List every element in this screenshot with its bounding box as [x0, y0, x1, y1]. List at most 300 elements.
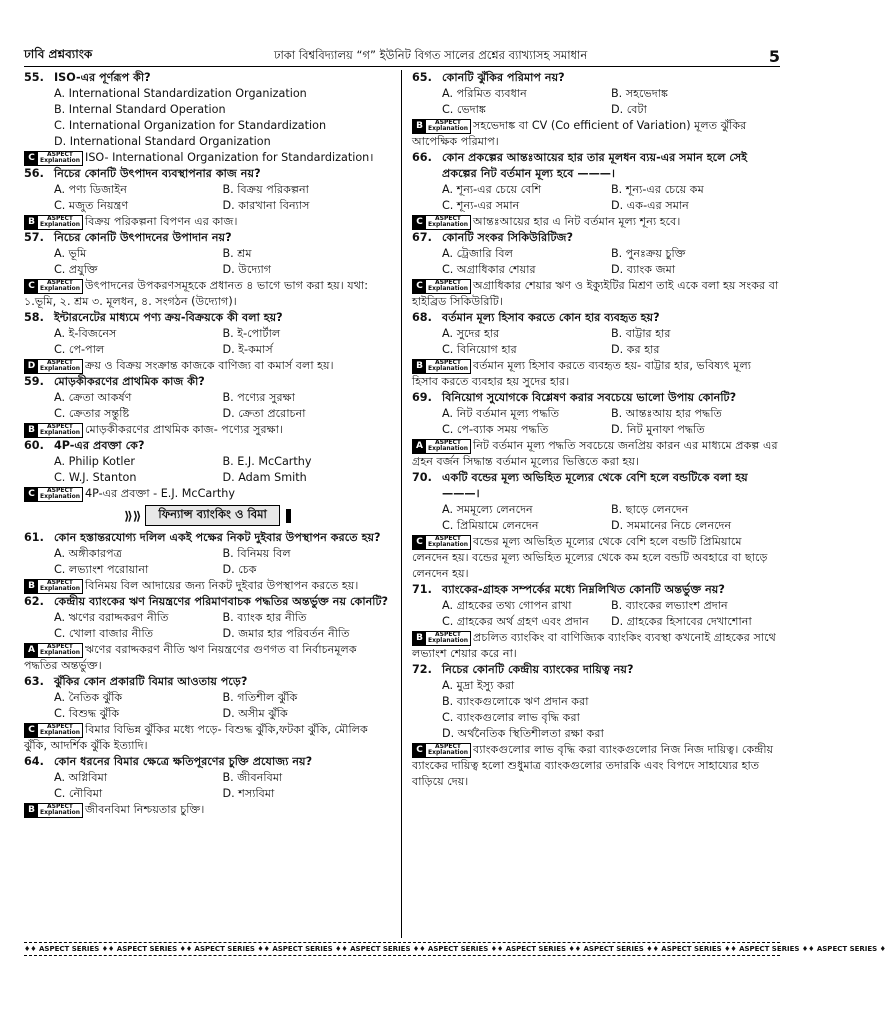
badge-label [38, 216, 82, 229]
answer-badge [24, 643, 83, 658]
question-number: 59. [24, 375, 44, 388]
question-text: ঝুঁকির কোন প্রকারটি বিমার আওতায় পড়ে? [54, 675, 248, 688]
answer-option: D. বেটা [611, 103, 647, 116]
page-number: 5 [768, 47, 780, 66]
answer-letter: D [25, 360, 38, 373]
answer-badge [24, 423, 83, 438]
explanation [412, 278, 780, 310]
answer-badge [24, 151, 83, 166]
explanation-text: অগ্রাধিকার শেয়ার ঋণ ও ইক্যুইটির মিশ্রণ তাই একে বলা হয় সংকর বা হাইব্রিড সিকিউরিটি। [412, 279, 779, 308]
left-column [24, 70, 402, 938]
option-list [24, 182, 391, 214]
answer-option: C. পে-পাল [54, 343, 105, 356]
answer-letter: B [25, 424, 38, 437]
badge-line1: ASPECT [435, 534, 461, 542]
answer-letter: B [413, 632, 426, 645]
question-text: কোনটি সংকর সিকিউরিটিজ? [442, 231, 574, 244]
badge-label [38, 580, 82, 593]
question-stem [412, 582, 780, 598]
answer-option: A. সুদের হার [442, 327, 500, 340]
question-stem [24, 374, 391, 390]
answer-letter: C [413, 536, 426, 549]
answer-option: B. Internal Standard Operation [54, 103, 226, 116]
two-column-body [24, 70, 780, 938]
answer-option: A. শূন্য-এর চেয়ে বেশি [442, 183, 542, 196]
badge-line2: Explanation [428, 221, 469, 228]
explanation-text: সহভেদাঙ্ক বা CV (Co efficient of Variation) মূলত ঝুঁকির আপেক্ষিক পরিমাপ। [412, 119, 747, 148]
answer-option: C. প্রিমিয়ামে লেনদেন [442, 519, 539, 532]
option-list [24, 770, 391, 802]
section-title: ফিন্যান্স ব্যাংকিং ও বিমা [145, 505, 279, 526]
answer-letter: C [25, 488, 38, 501]
explanation-text: ISO- International Organization for Standardization। [85, 151, 374, 164]
answer-option: D. উদ্যোগ [222, 263, 272, 276]
option-list [24, 246, 391, 278]
answer-option: D. চেক [222, 563, 257, 576]
answer-option: D. অসীম ঝুঁকি [222, 707, 288, 720]
question-text: কোন প্রকল্পের আন্তঃআয়ের হার তার মূলধন ব্যয়-এর সমান হলে সেই প্রকল্পের নিট বর্তমান মূল্য হবে ———। [442, 151, 748, 180]
question-stem [412, 390, 780, 406]
explanation [24, 722, 391, 754]
answer-option: B. আন্তঃআয় হার পদ্ধতি [611, 407, 722, 420]
badge-line1: ASPECT [435, 742, 461, 750]
option-list [24, 690, 391, 722]
explanation [412, 118, 780, 150]
badge-label [38, 424, 82, 437]
explanation-text: বর্তমান মূল্য হিসাব করতে ব্যবহৃত হয়- বাট্টার হার, ভবিষ্যৎ মূল্য হিসাব করতে ব্যবহার হয় সুদের হার। [412, 359, 752, 388]
question-number: 70. [412, 471, 432, 484]
explanation [412, 438, 780, 470]
question-text: ব্যাংকের-গ্রাহক সম্পর্কের মধ্যে নিম্নলিখিত কোনটি অন্তর্ভুক্ত নয়? [442, 583, 725, 596]
badge-line2: Explanation [40, 729, 81, 736]
question-number: 64. [24, 755, 44, 768]
answer-option: C. ভেদাঙ্ক [442, 103, 486, 116]
answer-option: D. শস্যবিমা [222, 787, 275, 800]
question-block [24, 166, 391, 230]
option-list [412, 86, 780, 118]
answer-letter: C [413, 744, 426, 757]
explanation [412, 742, 780, 790]
badge-label [426, 536, 470, 549]
answer-option: A. ভূমি [54, 247, 87, 260]
question-block [24, 374, 391, 438]
badge-line2: Explanation [40, 285, 81, 292]
answer-option: C. নৌবিমা [54, 787, 103, 800]
answer-badge [412, 359, 471, 374]
badge-line1: ASPECT [47, 358, 73, 366]
answer-option: C. পে-ব্যাক সময় পদ্ধতি [442, 423, 549, 436]
answer-option: B. গতিশীল ঝুঁকি [222, 691, 298, 704]
badge-line1: ASPECT [47, 722, 73, 730]
question-stem [24, 166, 391, 182]
answer-badge [412, 535, 471, 550]
question-number: 58. [24, 311, 44, 324]
answer-option: B. ই-পোর্টাল [222, 327, 281, 340]
question-number: 65. [412, 71, 432, 84]
answer-option: A. International Standardization Organization [54, 87, 307, 100]
answer-badge [412, 215, 471, 230]
explanation-text: বিনিময় বিল আদায়ের জন্য নিকট দুইবার উপস্থাপন করতে হয়। [85, 579, 359, 592]
badge-label [426, 744, 470, 757]
question-number: 62. [24, 595, 44, 608]
question-text: একটি বন্ডের মূল্য অভিহিত মূল্যের থেকে বেশি হলে বন্ডটিকে বলা হয়———। [442, 471, 748, 500]
badge-line1: ASPECT [47, 578, 73, 586]
answer-option: C. অগ্রাধিকার শেয়ার [442, 263, 536, 276]
answer-option: B. বিনিময় বিল [222, 547, 291, 560]
answer-badge [24, 487, 83, 502]
answer-option: D. নিট মুনাফা পদ্ধতি [611, 423, 705, 436]
answer-option: C. ক্রেতার সন্তুষ্টি [54, 407, 130, 420]
badge-line1: ASPECT [47, 150, 73, 158]
explanation [24, 422, 391, 438]
option-list [412, 182, 780, 214]
badge-line1: ASPECT [47, 642, 73, 650]
option-list [412, 678, 780, 742]
badge-line2: Explanation [40, 809, 81, 816]
answer-option: A. নিট বর্তমান মূল্য পদ্ধতি [442, 407, 560, 420]
explanation [412, 630, 780, 662]
question-stem [412, 230, 780, 246]
explanation-text: জীবনবিমা নিশ্চয়তার চুক্তি। [85, 803, 205, 816]
header-center-title: ঢাকা বিশ্ববিদ্যালয় “গ” ইউনিট বিগত সালের প্রশ্নের ব্যাখ্যাসহ সমাধান [273, 48, 588, 62]
badge-line2: Explanation [428, 125, 469, 132]
answer-option: A. Philip Kotler [54, 455, 135, 468]
answer-letter: C [25, 152, 38, 165]
question-number: 61. [24, 531, 44, 544]
question-number: 72. [412, 663, 432, 676]
question-stem [412, 150, 780, 182]
badge-label [38, 152, 82, 165]
option-list [24, 86, 391, 150]
answer-badge [24, 215, 83, 230]
question-text: নিচের কোনটি উৎপাদনের উপাদান নয়? [54, 231, 232, 244]
answer-option: A. পণ্য ডিজাইন [54, 183, 127, 196]
answer-option: C. শূন্য-এর সমান [442, 199, 520, 212]
answer-letter: B [25, 216, 38, 229]
answer-option: C. W.J. Stanton [54, 471, 137, 484]
answer-option: D. Adam Smith [222, 471, 307, 484]
explanation [24, 358, 391, 374]
explanation-text: প্রচলিত ব্যাংকিং বা বাণিজ্যিক ব্যাংকিং ব্যবস্থা কখনোই গ্রাহকের সাথে লভ্যাংশ শেয়ার করে না। [412, 631, 776, 660]
question-text: কোন হস্তান্তরযোগ্য দলিল একই পক্ষের নিকট দুইবার উপস্থাপন করতে হয়? [54, 531, 381, 544]
answer-option: D. কারখানা বিন্যাস [222, 199, 310, 212]
question-number: 67. [412, 231, 432, 244]
question-number: 55. [24, 71, 44, 84]
answer-option: B. শূন্য-এর চেয়ে কম [611, 183, 704, 196]
answer-option: B. ব্যাংক হার নীতি [222, 611, 307, 624]
badge-line1: ASPECT [435, 358, 461, 366]
explanation-text: বিক্রয় পরিকল্পনা বিপণন এর কাজ। [85, 215, 238, 228]
question-number: 68. [412, 311, 432, 324]
badge-line2: Explanation [428, 541, 469, 548]
answer-option: D. এক-এর সমান [611, 199, 689, 212]
answer-option: A. নৈতিক ঝুঁকি [54, 691, 123, 704]
answer-option: B. ব্যাংকের লভ্যাংশ প্রদান [611, 599, 728, 612]
question-block [412, 150, 780, 230]
question-stem [412, 70, 780, 86]
explanation [412, 534, 780, 582]
question-text: নিচের কোনটি উৎপাদন ব্যবস্থাপনার কাজ নয়? [54, 167, 261, 180]
explanation [412, 358, 780, 390]
option-list [412, 502, 780, 534]
question-stem [24, 530, 391, 546]
question-text: ISO-এর পূর্ণরূপ কী? [54, 71, 151, 84]
answer-option: C. বিশুদ্ধ ঝুঁকি [54, 707, 120, 720]
option-list [412, 406, 780, 438]
answer-option: A. ট্রেজারি বিল [442, 247, 513, 260]
answer-option: A. অগ্নিবিমা [54, 771, 108, 784]
answer-option: B. বিক্রয় পরিকল্পনা [222, 183, 309, 196]
badge-line1: ASPECT [47, 278, 73, 286]
badge-label [38, 644, 82, 657]
badge-line2: Explanation [428, 445, 469, 452]
answer-badge [24, 279, 83, 294]
answer-option: C. বিনিয়োগ হার [442, 343, 517, 356]
badge-label [426, 440, 470, 453]
badge-line1: ASPECT [47, 214, 73, 222]
explanation-text: আন্তঃআয়ের হার এ নিট বর্তমান মূল্য শূন্য হবে। [473, 215, 681, 228]
question-number: 71. [412, 583, 432, 596]
question-text: কেন্দ্রীয় ব্যাংকের ঋণ নিয়ন্ত্রণের পরিমাণবাচক পদ্ধতির অন্তর্ভুক্ত নয় কোনটি? [54, 595, 389, 608]
question-block [24, 438, 391, 502]
answer-letter: C [413, 216, 426, 229]
badge-line1: ASPECT [435, 118, 461, 126]
badge-line2: Explanation [40, 429, 81, 436]
answer-option: A. অঙ্গীকারপত্র [54, 547, 122, 560]
question-stem [24, 230, 391, 246]
badge-line1: ASPECT [47, 486, 73, 494]
badge-line1: ASPECT [435, 438, 461, 446]
explanation-text: ঋণের বরাদ্দকরণ নীতি ঋণ নিয়ন্ত্রণের গুণগত বা নির্বাচনমূলক পদ্ধতির অন্তর্ভুক্ত। [24, 643, 357, 672]
explanation [412, 214, 780, 230]
answer-option: D. ই-কমার্স [222, 343, 273, 356]
question-block [412, 310, 780, 390]
question-block [412, 70, 780, 150]
question-block [412, 470, 780, 582]
explanation [24, 214, 391, 230]
question-block [24, 530, 391, 594]
badge-line2: Explanation [428, 637, 469, 644]
badge-line2: Explanation [40, 493, 81, 500]
explanation-text: নিট বর্তমান মূল্য পদ্ধতি সবচেয়ে জনপ্রিয় কারন এর মাধ্যমে প্রকল্প এর গ্রহন বর্জন সিদ্ধান্ত বর্তমান মূল্যের ভিত্তিতে করা হয়। [412, 439, 778, 468]
question-text: ইন্টারনেটের মাধ্যমে পণ্য ক্রয়-বিক্রয়কে কী বলা হয়? [54, 311, 283, 324]
question-stem [24, 70, 391, 86]
explanation-text: বন্ডের মূল্য অভিহিত মূল্যের থেকে বেশি হলে বন্ডটি প্রিমিয়ামে লেনদেন হয়। বন্ডের মূল্য অভিহিত মূল্যের থেকে কম হলে বন্ডটি অবহারে বা ছাড়ে লেনদেন হয়। [412, 535, 768, 580]
explanation-text: মোড়কীকরণের প্রাথমিক কাজ- পণ্যের সুরক্ষা। [85, 423, 283, 436]
badge-line2: Explanation [428, 365, 469, 372]
question-stem [412, 310, 780, 326]
option-list [24, 390, 391, 422]
badge-label [426, 216, 470, 229]
question-block [412, 230, 780, 310]
question-stem [24, 310, 391, 326]
answer-badge [24, 579, 83, 594]
option-list [412, 326, 780, 358]
answer-option: C. International Organization for Standardization [54, 119, 327, 132]
answer-badge [412, 279, 471, 294]
badge-label [38, 280, 82, 293]
question-number: 57. [24, 231, 44, 244]
section-bar [286, 509, 291, 523]
answer-badge [412, 119, 471, 134]
section-heading [24, 505, 391, 526]
question-number: 56. [24, 167, 44, 180]
answer-badge [24, 359, 83, 374]
answer-letter: A [25, 644, 38, 657]
badge-line2: Explanation [428, 749, 469, 756]
answer-option: D. অর্থনৈতিক স্থিতিশীলতা রক্ষা করা [442, 727, 604, 740]
badge-label [426, 360, 470, 373]
answer-option: B. বাট্টার হার [611, 327, 671, 340]
answer-option: B. পুনঃক্রয় চুক্তি [611, 247, 686, 260]
answer-option: D. কর হার [611, 343, 660, 356]
question-text: বর্তমান মূল্য হিসাব করতে কোন হার ব্যবহৃত হয়? [442, 311, 660, 324]
question-block [412, 390, 780, 470]
question-block [412, 662, 780, 790]
answer-letter: C [413, 280, 426, 293]
badge-line2: Explanation [40, 221, 81, 228]
answer-badge [412, 439, 471, 454]
answer-letter: B [413, 360, 426, 373]
explanation [24, 642, 391, 674]
badge-line2: Explanation [40, 365, 81, 372]
answer-option: C. প্রযুক্তি [54, 263, 98, 276]
badge-line1: ASPECT [435, 214, 461, 222]
answer-option: A. ই-বিজনেস [54, 327, 117, 340]
answer-badge [24, 803, 83, 818]
answer-badge [412, 743, 471, 758]
question-number: 60. [24, 439, 44, 452]
question-block [24, 674, 391, 754]
question-block [24, 594, 391, 674]
option-list [24, 326, 391, 358]
answer-option: B. ছাড়ে লেনদেন [611, 503, 689, 516]
badge-label [426, 280, 470, 293]
badge-line2: Explanation [40, 585, 81, 592]
left-question-list [24, 70, 391, 502]
explanation [24, 802, 391, 818]
answer-option: C. ব্যাংকগুলোর লাভ বৃদ্ধি করা [442, 711, 580, 724]
question-text: কোনটি ঝুঁকির পরিমাপ নয়? [442, 71, 565, 84]
answer-option: B. সহভেদাঙ্ক [611, 87, 669, 100]
option-list [412, 246, 780, 278]
question-text: নিচের কোনটি কেন্দ্রীয় ব্যাংকের দায়িত্ব নয়? [442, 663, 634, 676]
option-list [24, 454, 391, 486]
answer-option: D. ব্যাংক জমা [611, 263, 676, 276]
question-block [24, 70, 391, 166]
answer-letter: B [25, 804, 38, 817]
question-text: মোড়কীকরণের প্রাথমিক কাজ কী? [54, 375, 205, 388]
answer-option: D. জমার হার পরিবর্তন নীতি [222, 627, 350, 640]
question-stem [24, 754, 391, 770]
footer-strip: ♦♦ ASPECT SERIES ♦♦ ASPECT SERIES ♦♦ ASPECT SERIES ♦♦ ASPECT SERIES ♦♦ ASPECT SERIES ♦♦ ASPECT SERIES ♦♦ ASPECT SERIES ♦♦ ASPECT SERIES ♦♦ ASPECT SERIES ♦♦ ASPECT SERIES ♦♦ ASPECT SERIES ♦ [24, 942, 780, 956]
badge-line1: ASPECT [435, 630, 461, 638]
question-stem [24, 594, 391, 610]
question-stem [412, 470, 780, 502]
badge-label [38, 488, 82, 501]
answer-option: D. গ্রাহকের হিসাবের দেখাশোনা [611, 615, 752, 628]
explanation-text: উৎপাদনের উপকরণসমূহকে প্রধানত ৪ ভাগে ভাগ করা হয়। যথা: ১.ভূমি, ২. শ্রম ৩. মূলধন, ৪. সংগঠন (উদ্যোগ)। [24, 279, 368, 308]
badge-label [38, 360, 82, 373]
question-block [412, 582, 780, 662]
option-list [412, 598, 780, 630]
answer-option: A. ঋণের বরাদ্দকরণ নীতি [54, 611, 169, 624]
answer-letter: A [413, 440, 426, 453]
answer-badge [24, 723, 83, 738]
badge-label [426, 632, 470, 645]
question-number: 63. [24, 675, 44, 688]
question-text: 4P-এর প্রবক্তা কে? [54, 439, 145, 452]
option-list [24, 546, 391, 578]
answer-option: A. গ্রাহকের তথ্য গোপন রাখা [442, 599, 572, 612]
badge-line1: ASPECT [435, 278, 461, 286]
badge-label [38, 724, 82, 737]
header-left-title: ঢাবি প্রশ্নব্যাংক [24, 47, 93, 61]
explanation-text: বিমার বিভিন্ন ঝুঁকির মধ্যে পড়ে- বিশুদ্ধ ঝুঁকি,ফটকা ঝুঁকি, মৌলিক ঝুঁকি, আদর্শিক ঝুঁকি ইত্যাদি। [24, 723, 368, 752]
question-block [24, 230, 391, 310]
answer-option: A. পরিমিত ব্যবধান [442, 87, 527, 100]
answer-option: D. International Standard Organization [54, 135, 271, 148]
right-question-list [412, 70, 780, 790]
answer-letter: C [25, 280, 38, 293]
explanation [24, 578, 391, 594]
badge-line2: Explanation [40, 157, 81, 164]
explanation-text: ক্রয় ও বিক্রয় সংক্রান্ত কাজকে বাণিজ্য বা কমার্স বলা হয়। [85, 359, 334, 372]
question-stem [412, 662, 780, 678]
question-number: 66. [412, 151, 432, 164]
answer-option: B. শ্রম [222, 247, 252, 260]
answer-option: C. মজুত নিয়ন্ত্রণ [54, 199, 129, 212]
answer-option: A. সমমূল্যে লেনদেন [442, 503, 533, 516]
answer-option: C. গ্রাহকের অর্থ গ্রহণ এবং প্রদান [442, 615, 589, 628]
question-stem [24, 438, 391, 454]
explanation [24, 486, 391, 502]
answer-badge [412, 631, 471, 646]
answer-option: C. লভ্যাংশ পরোয়ানা [54, 563, 149, 576]
explanation [24, 278, 391, 310]
answer-letter: B [25, 580, 38, 593]
answer-option: B. জীবনবিমা [222, 771, 283, 784]
badge-line2: Explanation [428, 285, 469, 292]
question-stem [24, 674, 391, 690]
left-question-list-2 [24, 530, 391, 818]
answer-option: D. ক্রেতা প্ররোচনা [222, 407, 306, 420]
badge-line1: ASPECT [47, 802, 73, 810]
explanation-text: 4P-এর প্রবক্তা - E.J. McCarthy [85, 487, 235, 500]
question-text: কোন ধরনের বিমার ক্ষেত্রে ক্ষতিপূরণের চুক্তি প্রযোজ্য নয়? [54, 755, 313, 768]
answer-option: A. ক্রেতা আকর্ষণ [54, 391, 132, 404]
explanation [24, 150, 391, 166]
question-block [24, 754, 391, 818]
answer-option: B. পণ্যের সুরক্ষা [222, 391, 295, 404]
explanation-text: ব্যাংকগুলোর লাভ বৃদ্ধি করা ব্যাংকগুলোর নিজ নিজ দায়িত্ব। কেন্দ্রীয় ব্যাংকের দায়িত্ব হলো শুধুমাত্র ব্যাংকগুলোর তদারকি এবং বিপদে সাহায্যের হাত বাড়িয়ে দেয়। [412, 743, 774, 788]
badge-label [38, 804, 82, 817]
answer-letter: C [25, 724, 38, 737]
badge-line1: ASPECT [47, 422, 73, 430]
answer-option: D. সমমানের নিচে লেনদেন [611, 519, 732, 532]
question-text: বিনিয়োগ সুযোগকে বিশ্লেষণ করার সবচেয়ে ভালো উপায় কোনটি? [442, 391, 737, 404]
option-list [24, 610, 391, 642]
answer-option: B. E.J. McCarthy [222, 455, 312, 468]
page-header [24, 44, 780, 67]
question-number: 69. [412, 391, 432, 404]
answer-option: A. মুদ্রা ইস্যু করা [442, 679, 515, 692]
question-block [24, 310, 391, 374]
arrow-icon: ⟫⟫ [124, 508, 142, 523]
answer-option: C. খোলা বাজার নীতি [54, 627, 154, 640]
badge-line2: Explanation [40, 649, 81, 656]
answer-option: B. ব্যাংকগুলোকে ঋণ প্রদান করা [442, 695, 589, 708]
